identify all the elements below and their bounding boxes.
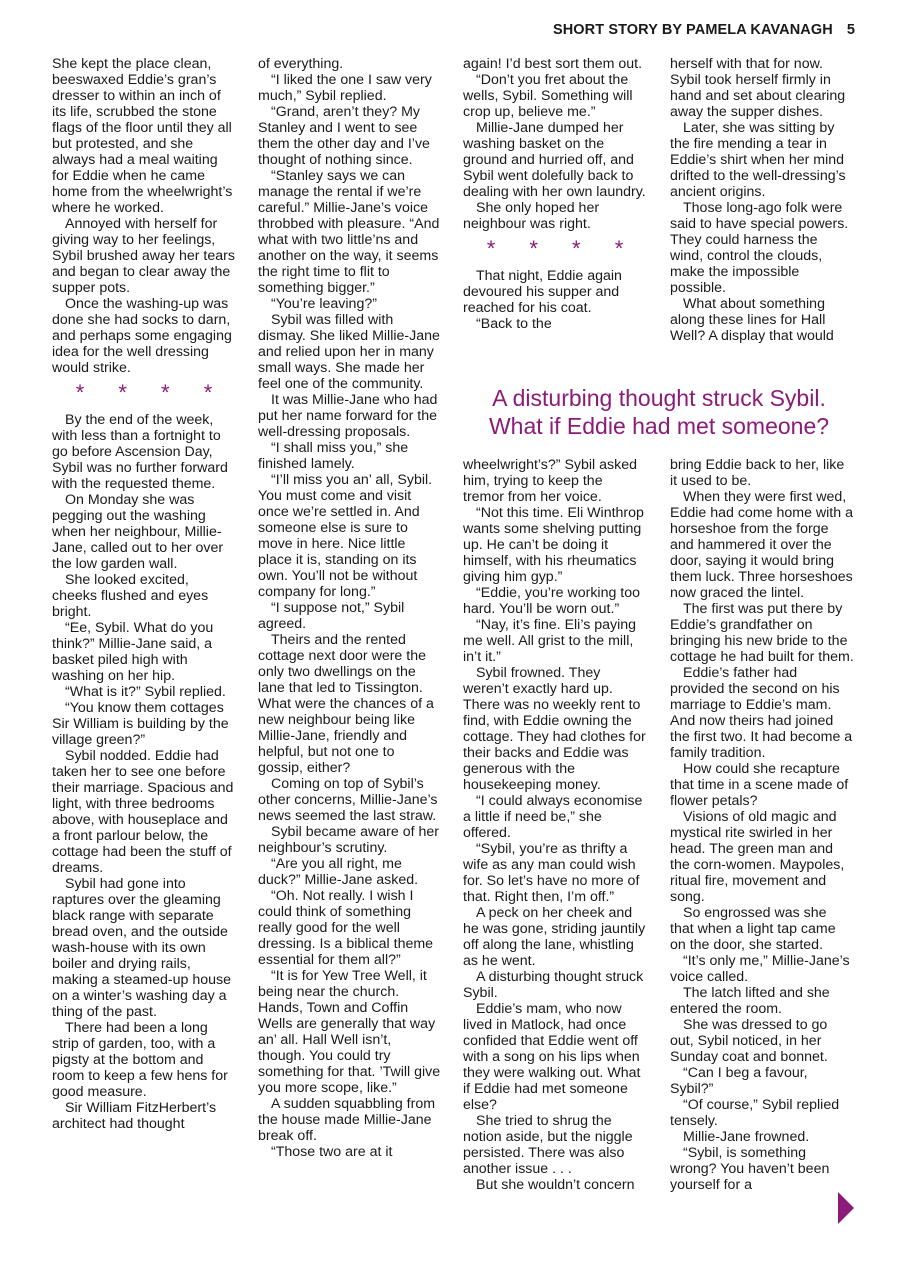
paragraph: It was Millie-Jane who had put her name forward for the well-dressing proposals. <box>258 392 438 440</box>
paragraph: Sybil nodded. Eddie had taken her to see one before their marriage. Spacious and light, with three bedrooms above, with houseplace and a front parlour below, the cottage had been the stuff of dreams. <box>52 748 234 876</box>
column-4-lower <box>670 457 854 1193</box>
paragraph: “Grand, aren’t they? My Stanley and I went to see them the other day and I’ve thought of nothing since. <box>258 104 430 168</box>
paragraph: Later, she was sitting by the fire mending a tear in Eddie’s shirt when her mind drifted to the well-dressing’s ancient origins. <box>670 120 846 200</box>
paragraph: Theirs and the rented cottage next door were the only two dwellings on the lane that led to Tissington. What were the chances of a new neighbour being like Millie-Jane, friendly and helpful, but not one to gossip, either? <box>258 632 434 776</box>
paragraph: Sybil was filled with dismay. She liked Millie-Jane and relied upon her in many small ways. She made her feel one of the community. <box>258 312 440 392</box>
paragraph: “Don’t you fret about the wells, Sybil. Something will crop up, believe me.” <box>463 72 633 120</box>
paragraph: Sybil frowned. They weren’t exactly hard up. There was no weekly rent to find, with Eddie owning the cottage. They had clothes for their backs and Eddie was generous with the housekeeping money. <box>463 665 646 793</box>
paragraph: “I could always economise a little if need be,” she offered. <box>463 793 643 841</box>
paragraph: Once the washing-up was done she had socks to darn, and perhaps some engaging idea for the well dressing would strike. <box>52 296 232 376</box>
paragraph: “Stanley says we can manage the rental if we’re careful.” Millie-Jane’s voice throbbed with pleasure. “And what with two little’ns and another on the way, it seems the right time to flit to something bigger.” <box>258 168 440 296</box>
paragraph: “You’re leaving?” <box>271 296 377 312</box>
paragraph: again! I’d best sort them out. <box>463 56 643 72</box>
paragraph: She looked excited, cheeks flushed and eyes bright. <box>52 572 209 620</box>
column-3-upper <box>463 56 647 332</box>
column-1 <box>52 56 236 1132</box>
paragraph: “Are you all right, me duck?” Millie-Jane asked. <box>258 856 419 888</box>
paragraph: A sudden squabbling from the house made Millie-Jane break off. <box>258 1096 436 1144</box>
paragraph: “Nay, it’s fine. Eli’s paying me well. All grist to the mill, in’t it.” <box>463 617 637 665</box>
paragraph: The first was put there by Eddie’s grandfather on bringing his new bride to the cottage he had built for them. <box>670 601 854 665</box>
paragraph: What about something along these lines for Hall Well? A display that would <box>670 296 834 344</box>
paragraph: “Back to the <box>476 316 552 332</box>
paragraph: By the end of the week, with less than a fortnight to go before Ascension Day, Sybil was no further forward with the requested theme. <box>52 412 228 492</box>
paragraph: “Sybil, is something wrong? You haven’t been yourself for a <box>670 1145 830 1193</box>
paragraph: Millie-Jane dumped her washing basket on the ground and hurried off, and Sybil went dolefully back to dealing with her own laundry. <box>463 120 646 200</box>
paragraph: That night, Eddie again devoured his supper and reached for his coat. <box>463 268 622 316</box>
paragraph: Eddie’s mam, who now lived in Matlock, had once confided that Eddie went off with a song on his lips when they were walking out. What if Eddie had met someone else? <box>463 1001 641 1113</box>
paragraph: wheelwright’s?” Sybil asked him, trying to keep the tremor from her voice. <box>463 457 638 505</box>
paragraph: There had been a long strip of garden, too, with a pigsty at the bottom and room to keep a few hens for good measure. <box>52 1020 228 1100</box>
paragraph: Visions of old magic and mystical rite swirled in her head. The green man and the corn-women. Maypoles, ritual fire, movement and song. <box>670 809 845 905</box>
pull-quote: A disturbing thought struck Sybil. What if Eddie had met someone? <box>488 385 830 439</box>
paragraph: “Sybil, you’re as thrifty a wife as any man could wish for. So let’s have no more of that. Right then, I’m off.” <box>463 841 640 905</box>
paragraph: How could she recapture that time in a scene made of flower petals? <box>670 761 849 809</box>
paragraph: “Those two are at it <box>271 1144 393 1160</box>
paragraph: bring Eddie back to her, like it used to be. <box>670 457 845 489</box>
paragraph: “Ee, Sybil. What do you think?” Millie-Jane said, a basket piled high with washing on her hip. <box>52 620 214 684</box>
continue-arrow-icon <box>838 1192 854 1224</box>
column-4-upper <box>670 56 854 344</box>
paragraph: She tried to shrug the notion aside, but the niggle persisted. There was also another issue . . . <box>463 1113 633 1177</box>
paragraph: When they were first wed, Eddie had come home with a horseshoe from the forge and hammered it over the door, saying it would bring them luck. Three horseshoes now graced the lintel. <box>670 489 853 601</box>
running-header <box>553 22 855 38</box>
paragraph: herself with that for now. Sybil took herself firmly in hand and set about clearing away the supper dishes. <box>670 56 846 120</box>
paragraph: The latch lifted and she entered the room. <box>670 985 830 1017</box>
paragraph: Sybil became aware of her neighbour’s scrutiny. <box>258 824 439 856</box>
paragraph: “It is for Yew Tree Well, it being near the church. Hands, Town and Coffin Wells are generally that way an’ all. Hall Well isn’t, though. You could try something for that. ’Twill give you more scope, like.” <box>258 968 441 1096</box>
paragraph: On Monday she was pegging out the washing when her neighbour, Millie-Jane, called out to her over the low garden wall. <box>52 492 224 572</box>
paragraph: A peck on her cheek and he was gone, striding jauntily off along the lane, whistling as he went. <box>463 905 646 969</box>
paragraph: Sir William FitzHerbert’s architect had thought <box>52 1100 217 1132</box>
paragraph: She kept the place clean, beeswaxed Eddie’s gran’s dresser to within an inch of its life, scrubbed the stone flags of the floor until they all but protested, and she always had a meal waiting for Eddie when he came home from the wheelwright’s where he worked. <box>52 56 233 216</box>
paragraph: “Eddie, you’re working too hard. You’ll be worn out.” <box>463 585 641 617</box>
paragraph: Coming on top of Sybil’s other concerns, Millie-Jane’s news seemed the last straw. <box>258 776 438 824</box>
paragraph: Those long-ago folk were said to have special powers. They could harness the wind, control the clouds, make the impossible possible. <box>670 200 849 296</box>
paragraph: “I liked the one I saw very much,” Sybil replied. <box>258 72 432 104</box>
paragraph: “I’ll miss you an’ all, Sybil. You must come and visit once we’re settled in. And someone else is sure to move in here. Nice little place it is, standing on its own. You’ll not be without company for long.” <box>258 472 433 600</box>
paragraph: “Of course,” Sybil replied tensely. <box>670 1097 840 1129</box>
column-3-lower <box>463 457 647 1193</box>
paragraph: “It’s only me,” Millie-Jane’s voice called. <box>670 953 850 985</box>
paragraph: But she wouldn’t concern <box>476 1177 635 1193</box>
paragraph: Sybil had gone into raptures over the gleaming black range with separate bread oven, and the outside wash-house with its own boiler and drying rails, making a steamed-up house on a winter’s washing day a thing of the past. <box>52 876 232 1020</box>
paragraph: She was dressed to go out, Sybil noticed, in her Sunday coat and bonnet. <box>670 1017 828 1065</box>
paragraph: A disturbing thought struck Sybil. <box>463 969 644 1001</box>
paragraph: So engrossed was she that when a light tap came on the door, she started. <box>670 905 836 953</box>
section-break-stars: * * * * <box>486 236 638 261</box>
page-number: 5 <box>846 22 855 38</box>
paragraph: “You know them cottages Sir William is building by the village green?” <box>52 700 229 748</box>
paragraph: Annoyed with herself for giving way to her feelings, Sybil brushed away her tears and began to clear away the supper pots. <box>52 216 235 296</box>
paragraph: Eddie’s father had provided the second on his marriage to Eddie’s mam. And now theirs had joined the first two. It had become a family tradition. <box>670 665 853 761</box>
paragraph: “I suppose not,” Sybil agreed. <box>258 600 405 632</box>
paragraph: “Oh. Not really. I wish I could think of something really good for the well dressing. Is a biblical theme essential for them all?” <box>258 888 434 968</box>
paragraph: “What is it?” Sybil replied. <box>65 684 226 700</box>
paragraph: She only hoped her neighbour was right. <box>463 200 600 232</box>
paragraph: “Not this time. Eli Winthrop wants some shelving putting up. He can’t be doing it himself, with his rheumatics giving him gyp.” <box>463 505 644 585</box>
paragraph: Millie-Jane frowned. <box>683 1129 810 1145</box>
column-2 <box>258 56 442 1160</box>
header-title: SHORT STORY BY PAMELA KAVANAGH <box>552 22 833 38</box>
section-break-stars: * * * * <box>75 380 227 405</box>
paragraph: “Can I beg a favour, Sybil?” <box>670 1065 808 1097</box>
paragraph: of everything. <box>258 56 344 72</box>
paragraph: “I shall miss you,” she finished lamely. <box>258 440 409 472</box>
